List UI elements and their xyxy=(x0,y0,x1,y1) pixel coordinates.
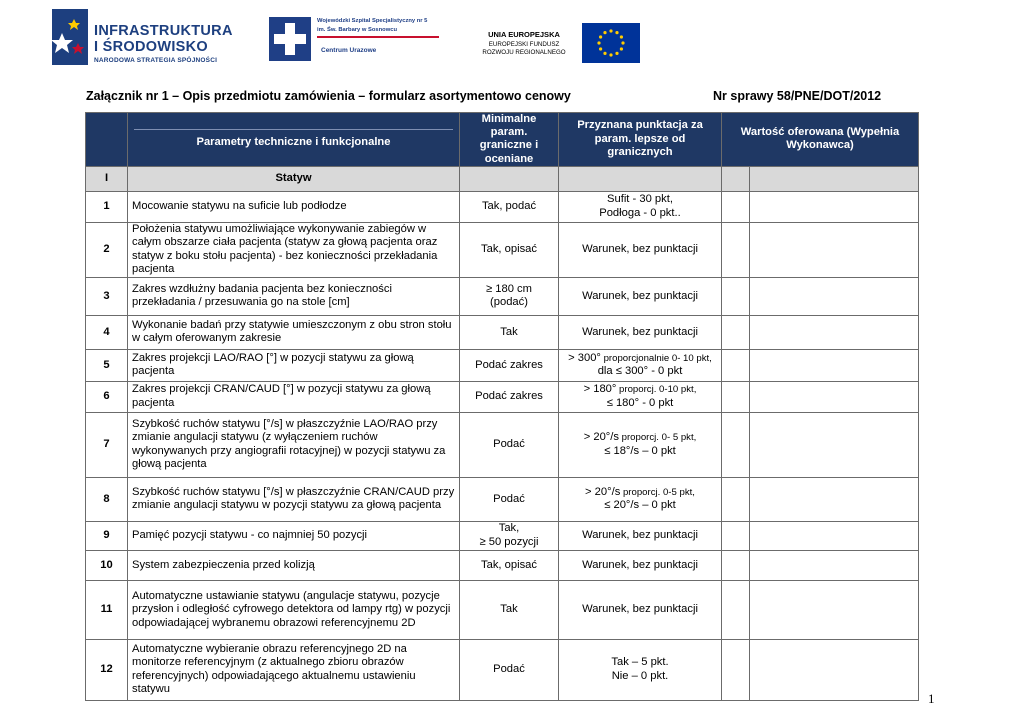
eu-logo xyxy=(472,17,642,65)
row-minimal: Podać xyxy=(460,639,559,700)
infrastruktura-subtitle: NARODOWA STRATEGIA SPÓJNOŚCI xyxy=(94,57,218,64)
row-points-scale: proporcj. 0-5 pkt, xyxy=(620,486,695,498)
header-offered-value: Wartość oferowana (Wypełnia Wykonawca) xyxy=(722,113,919,167)
row-minimal-line: (podać) xyxy=(490,296,528,309)
row-minimal: Tak, opisać xyxy=(460,222,559,277)
row-points: Warunek, bez punktacji xyxy=(559,580,722,639)
table-row xyxy=(86,639,919,700)
hospital-name: Wojewódzki Szpital Specjalistyczny nr 5 xyxy=(317,18,428,24)
row-points xyxy=(559,349,722,381)
row-points-threshold: > 180° xyxy=(583,383,617,396)
header-parameters-label: Parametry techniczne i funkcjonalne xyxy=(134,129,453,149)
table-row xyxy=(86,580,919,639)
table-header-row xyxy=(86,113,919,167)
row-minimal: Podać xyxy=(460,477,559,521)
row-points: Warunek, bez punktacji xyxy=(559,550,722,580)
row-minimal-line: ≥ 50 pozycji xyxy=(479,535,539,548)
row-description: Położenia statywu umożliwiające wykonywanie zabiegów w całym obszarze ciała pacjenta (statyw za głową pacjenta oraz statyw z boku stołu pacjenta) - bez konieczności przekładania pacjenta xyxy=(128,222,460,277)
offered-value-cell[interactable] xyxy=(722,477,750,521)
eu-line2: EUROPEJSKI FUNDUSZ xyxy=(488,41,560,48)
row-points xyxy=(559,412,722,477)
row-number: 1 xyxy=(86,191,128,222)
offered-value-cell[interactable] xyxy=(722,222,750,277)
row-minimal: Tak, podać xyxy=(460,191,559,222)
row-description: Zakres projekcji CRAN/CAUD [°] w pozycji statywu za głową pacjenta xyxy=(128,381,460,412)
offered-value-cell[interactable] xyxy=(750,550,919,580)
row-description: Szybkość ruchów statywu [°/s] w płaszczyźnie CRAN/CAUD przy zmianie angulacji statywu w pozycji statywu za głową pacjenta xyxy=(128,477,460,521)
offered-value-cell[interactable] xyxy=(722,580,750,639)
row-points-line: ≤ 180° - 0 pkt xyxy=(606,396,674,409)
header-points: Przyznana punktacja za param. lepsze od granicznych xyxy=(559,113,722,167)
offered-value-cell[interactable] xyxy=(722,639,750,700)
offered-value-cell[interactable] xyxy=(750,412,919,477)
row-minimal-line: Tak, xyxy=(498,522,520,535)
table-row xyxy=(86,315,919,349)
table-row xyxy=(86,412,919,477)
row-points-line: ≤ 20°/s – 0 pkt xyxy=(604,499,676,512)
header-number xyxy=(86,113,128,167)
row-number: 8 xyxy=(86,477,128,521)
row-minimal: Tak xyxy=(460,580,559,639)
offered-value-cell[interactable] xyxy=(722,349,750,381)
infrastruktura-title xyxy=(94,23,233,55)
infrastruktura-line1: INFRASTRUKTURA xyxy=(94,23,233,39)
row-points: Warunek, bez punktacji xyxy=(559,315,722,349)
row-minimal: Podać zakres xyxy=(460,349,559,381)
offered-value-cell[interactable] xyxy=(722,550,750,580)
eu-line3: ROZWOJU REGIONALNEGO xyxy=(482,49,566,56)
row-number: 4 xyxy=(86,315,128,349)
row-points: Warunek, bez punktacji xyxy=(559,521,722,550)
row-number: 7 xyxy=(86,412,128,477)
row-minimal: Podać xyxy=(460,412,559,477)
eu-flag-icon xyxy=(582,23,640,63)
row-points-line: Nie – 0 pkt. xyxy=(611,669,669,682)
offered-value-cell[interactable] xyxy=(722,521,750,550)
row-points-line: ≤ 18°/s – 0 pkt xyxy=(604,444,676,457)
row-description: Pamięć pozycji statywu - co najmniej 50 pozycji xyxy=(128,521,460,550)
section-number: I xyxy=(86,166,128,191)
row-minimal xyxy=(460,277,559,315)
row-number: 12 xyxy=(86,639,128,700)
row-number: 2 xyxy=(86,222,128,277)
row-points-scale: proporcj. 0-10 pkt, xyxy=(616,384,697,396)
row-points-line xyxy=(561,486,719,500)
row-description: Mocowanie statywu na suficie lub podłodze xyxy=(128,191,460,222)
row-points-threshold: > 300° xyxy=(568,351,601,364)
header-minimal-params: Minimalne param. graniczne i oceniane xyxy=(460,113,559,167)
row-description: Automatyczne ustawianie statywu (angulacje statywu, pozycje przysłon i odległość cyfrowego detektora od lampy rtg) w pozycji odpowiadającej wybranemu obrazowi referencyjnemu 2D xyxy=(128,580,460,639)
section-row xyxy=(86,166,919,191)
row-number: 3 xyxy=(86,277,128,315)
row-points-scale: proporcjonalnie 0- 10 pkt, xyxy=(600,352,712,364)
row-number: 9 xyxy=(86,521,128,550)
row-number: 5 xyxy=(86,349,128,381)
row-description: Zakres projekcji LAO/RAO [°] w pozycji statywu za głową pacjenta xyxy=(128,349,460,381)
table-row xyxy=(86,191,919,222)
offered-value-cell[interactable] xyxy=(722,412,750,477)
section-label: Statyw xyxy=(128,166,460,191)
row-number: 11 xyxy=(86,580,128,639)
row-points xyxy=(559,191,722,222)
row-points-threshold: > 20°/s xyxy=(583,431,619,444)
row-minimal: Tak, opisać xyxy=(460,550,559,580)
row-points-threshold: > 20°/s xyxy=(585,485,621,498)
hospital-location: im. Św. Barbary w Sosnowcu xyxy=(317,27,397,33)
row-points-line xyxy=(561,352,719,366)
section-empty xyxy=(750,166,919,191)
offered-value-cell[interactable] xyxy=(750,222,919,277)
table-row xyxy=(86,381,919,412)
offered-value-cell[interactable] xyxy=(722,277,750,315)
row-points-scale: proporcj. 0- 5 pkt, xyxy=(618,432,697,444)
table-row xyxy=(86,349,919,381)
row-points xyxy=(559,381,722,412)
row-points: Warunek, bez punktacji xyxy=(559,277,722,315)
specification-table xyxy=(85,112,919,701)
case-number: Nr sprawy 58/PNE/DOT/2012 xyxy=(713,89,882,103)
row-points: Warunek, bez punktacji xyxy=(559,222,722,277)
hospital-unit: Centrum Urazowe xyxy=(321,47,377,54)
page-number: 1 xyxy=(928,691,935,706)
offered-value-cell[interactable] xyxy=(750,277,919,315)
table-row xyxy=(86,222,919,277)
table-row xyxy=(86,521,919,550)
infrastruktura-emblem-icon xyxy=(52,9,88,65)
row-points-line xyxy=(561,431,719,445)
offered-value-cell[interactable] xyxy=(750,349,919,381)
offered-value-cell[interactable] xyxy=(722,191,750,222)
table-row xyxy=(86,477,919,521)
row-points xyxy=(559,477,722,521)
infrastruktura-line2: I ŚRODOWISKO xyxy=(94,39,208,55)
hospital-cross-icon xyxy=(269,17,311,61)
infrastruktura-logo xyxy=(52,9,232,71)
offered-value-cell[interactable] xyxy=(722,315,750,349)
eu-line1: UNIA EUROPEJSKA xyxy=(488,30,560,39)
row-minimal xyxy=(460,521,559,550)
offered-value-cell[interactable] xyxy=(750,639,919,700)
row-description: System zabezpieczenia przed kolizją xyxy=(128,550,460,580)
section-empty xyxy=(460,166,559,191)
offered-value-cell[interactable] xyxy=(750,315,919,349)
row-points-line: dla ≤ 300° - 0 pkt xyxy=(597,365,683,378)
row-points-line: Tak – 5 pkt. xyxy=(611,656,669,669)
row-number: 6 xyxy=(86,381,128,412)
section-empty xyxy=(559,166,722,191)
table-row xyxy=(86,550,919,580)
hospital-divider xyxy=(317,36,439,38)
row-description: Automatyczne wybieranie obrazu referencyjnego 2D na monitorze referencyjnym (z aktualnego zbioru obrazów referencyjnych) odpowiadającego aktualnemu ustawieniu statywu xyxy=(128,639,460,700)
offered-value-cell[interactable] xyxy=(722,381,750,412)
offered-value-cell[interactable] xyxy=(750,191,919,222)
offered-value-cell[interactable] xyxy=(750,521,919,550)
document-title: Załącznik nr 1 – Opis przedmiotu zamówienia – formularz asortymentowo cenowy xyxy=(86,89,571,103)
row-points xyxy=(559,639,722,700)
row-minimal: Tak xyxy=(460,315,559,349)
row-description: Zakres wzdłużny badania pacjenta bez konieczności przekładania / przesuwania go na stole [cm] xyxy=(128,277,460,315)
offered-value-cell[interactable] xyxy=(750,477,919,521)
row-points-line: Podłoga - 0 pkt.. xyxy=(599,206,681,219)
row-number: 10 xyxy=(86,550,128,580)
row-description: Wykonanie badań przy statywie umieszczonym z obu stron stołu w całym oferowanym zakresie xyxy=(128,315,460,349)
row-description: Szybkość ruchów statywu [°/s] w płaszczyźnie LAO/RAO przy zmianie angulacji statywu (z wyłączeniem ruchów wykonywanych przy angiografii rotacyjnej) w pozycji statywu za głową pacjenta xyxy=(128,412,460,477)
row-points-line: Sufit - 30 pkt, xyxy=(607,193,673,206)
section-empty xyxy=(722,166,750,191)
offered-value-cell[interactable] xyxy=(750,381,919,412)
row-minimal-line: ≥ 180 cm xyxy=(486,282,532,295)
row-points-line xyxy=(561,383,719,397)
hospital-logo xyxy=(269,17,441,63)
header-parameters xyxy=(128,113,460,167)
table-row xyxy=(86,277,919,315)
offered-value-cell[interactable] xyxy=(750,580,919,639)
row-minimal: Podać zakres xyxy=(460,381,559,412)
